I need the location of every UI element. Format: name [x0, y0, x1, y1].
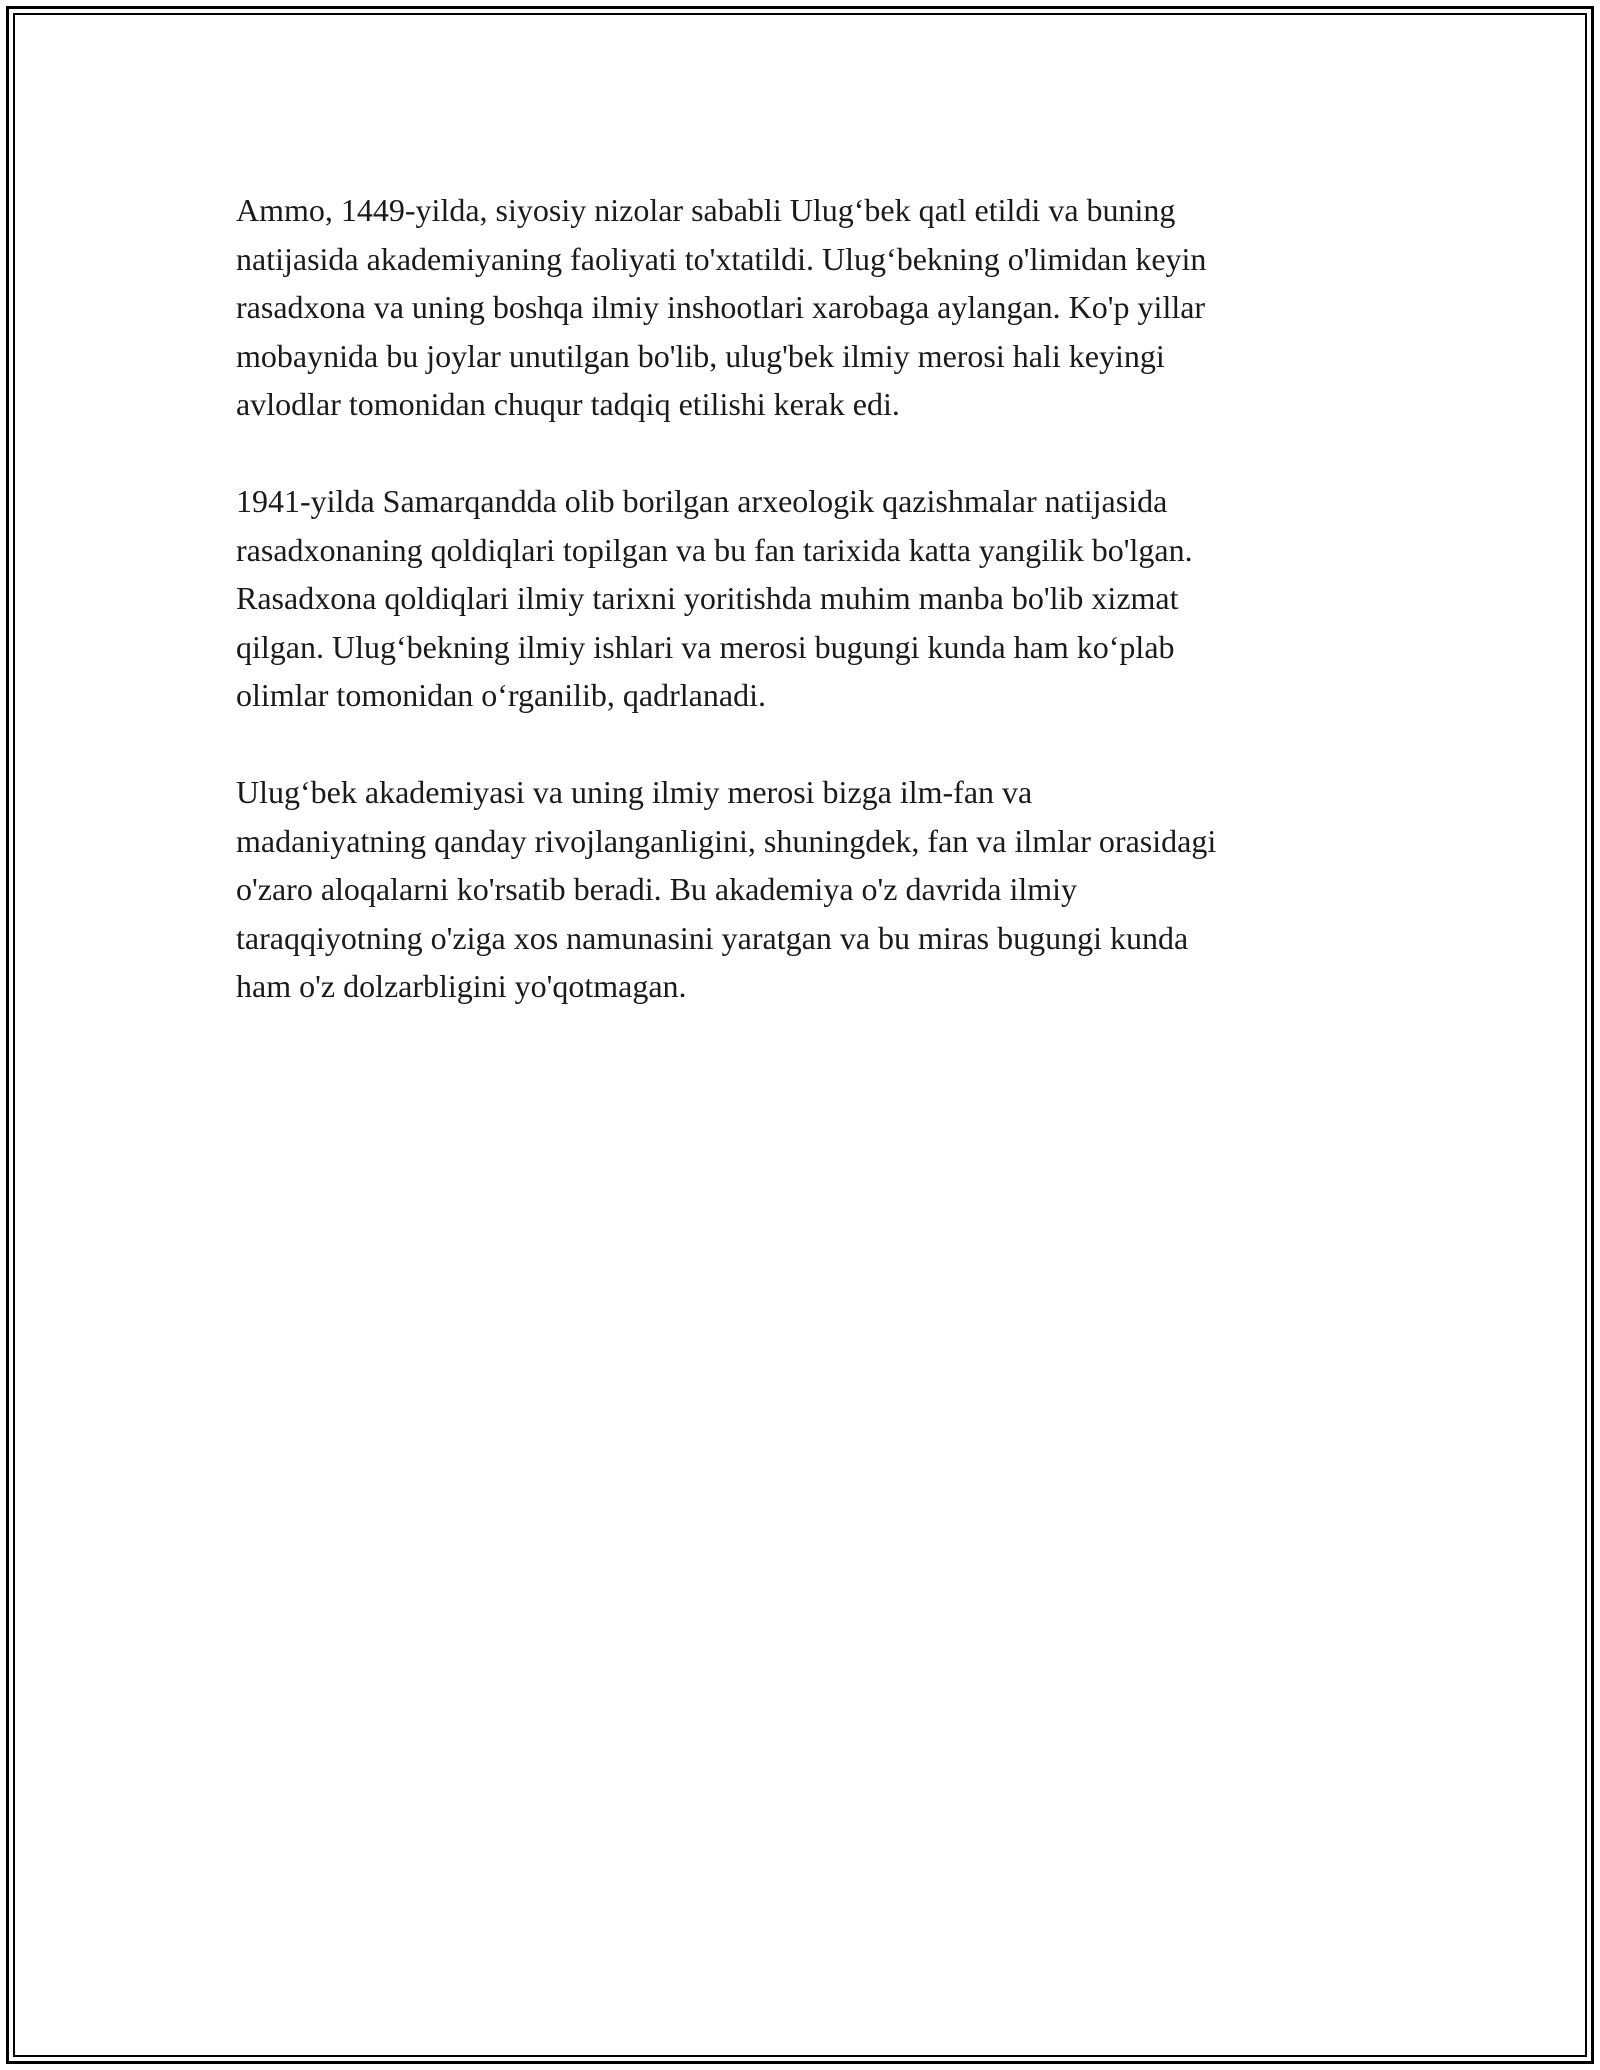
text-line: o'zaro aloqalarni ko'rsatib beradi. Bu akademiya o'z davrida ilmiy	[236, 871, 1077, 907]
text-line: taraqqiyotning o'ziga xos namunasini yaratgan va bu miras bugungi kunda	[236, 919, 1189, 956]
text-line: rasadxona va uning boshqa ilmiy inshootlari xarobaga aylangan. Ko'p yillar	[236, 289, 1206, 325]
text-line: Rasadxona qoldiqlari ilmiy tarixni yoritishda muhim manba bo'lib xizmat	[236, 580, 1179, 616]
text-line: Ammo, 1449-yilda, siyosiy nizolar sababli Ulug‘bek qatl etildi va buning	[236, 192, 1176, 228]
text-line: natijasida akademiyaning faoliyati to'xtatildi. Ulug‘bekning o'limidan keyin	[236, 240, 1207, 277]
text-line: ham o'z dolzarbligini yo'qotmagan.	[236, 968, 687, 1004]
text-line: madaniyatning qanday rivojlanganligini, shuningdek, fan va ilmlar orasidagi	[236, 822, 1217, 859]
text-line: 1941-yilda Samarqandda olib borilgan arxeologik qazishmalar natijasida	[236, 483, 1168, 519]
paragraph-2	[236, 477, 1376, 720]
text-line: mobaynida bu joylar unutilgan bo'lib, ulug'bek ilmiy merosi hali keyingi	[236, 337, 1165, 374]
document-body	[236, 186, 1376, 1059]
paragraph-1	[236, 186, 1376, 429]
text-line: avlodlar tomonidan chuqur tadqiq etilishi kerak edi.	[236, 386, 900, 422]
text-line: Ulug‘bek akademiyasi va uning ilmiy merosi bizga ilm-fan va	[236, 774, 1033, 810]
paragraph-3	[236, 768, 1376, 1011]
text-line: qilgan. Ulug‘bekning ilmiy ishlari va merosi bugungi kunda ham ko‘plab	[236, 628, 1175, 665]
text-line: olimlar tomonidan o‘rganilib, qadrlanadi.	[236, 677, 766, 713]
text-line: rasadxonaning qoldiqlari topilgan va bu fan tarixida katta yangilik bo'lgan.	[236, 531, 1193, 568]
